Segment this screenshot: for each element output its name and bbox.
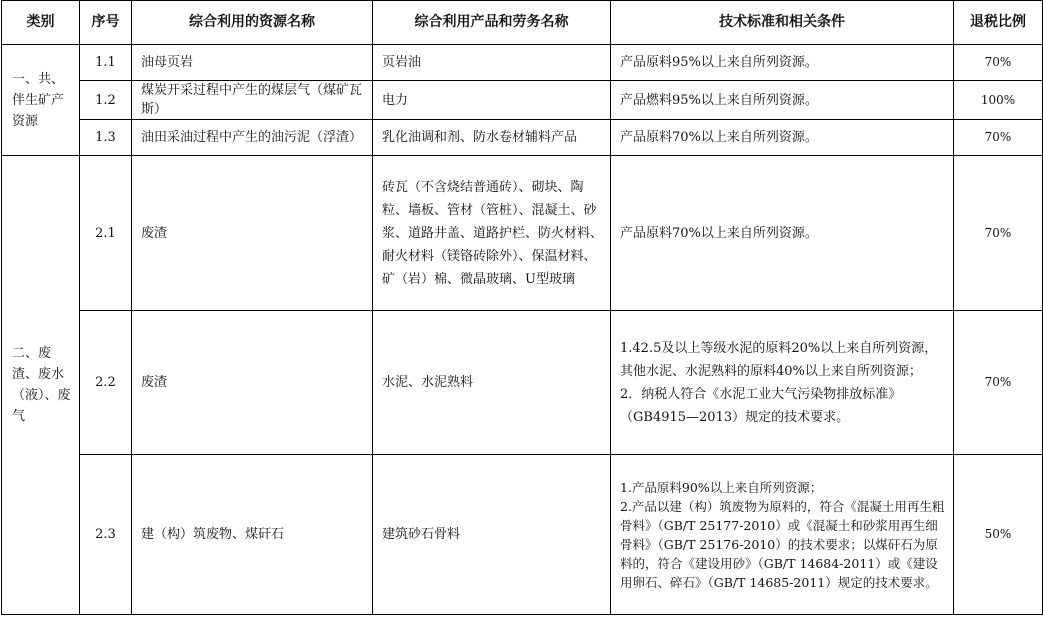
- standard-cell: 产品燃料95%以上来自所列资源。: [611, 81, 954, 120]
- standard-cell: 产品原料70%以上来自所列资源。: [611, 156, 954, 311]
- category-cell: 一、共、伴生矿产资源: [2, 45, 80, 156]
- product-cell: 建筑砂石骨料: [373, 455, 611, 615]
- table-row: [2, 455, 1043, 615]
- row-number: 2.1: [80, 156, 132, 311]
- product-cell: 水泥、水泥熟料: [373, 311, 611, 455]
- product-cell: 乳化油调和剂、防水卷材辅料产品: [373, 120, 611, 156]
- table-row: [2, 45, 1043, 81]
- table-row: [2, 120, 1043, 156]
- product-cell: 页岩油: [373, 45, 611, 81]
- table-row: [2, 311, 1043, 455]
- rate-cell: 100%: [954, 81, 1043, 120]
- standard-cell: 1.42.5及以上等级水泥的原料20%以上来自所列资源，其他水泥、水泥熟料的原料40%以上来自所列资源； 2．纳税人符合《水泥工业大气污染物排放标准》（GB4915—2013）规定的技术要求。: [611, 311, 954, 455]
- rate-cell: 70%: [954, 311, 1043, 455]
- row-number: 1.1: [80, 45, 132, 81]
- rate-cell: 50%: [954, 455, 1043, 615]
- header-number: 序号: [80, 1, 132, 45]
- header-category: 类别: [2, 1, 80, 45]
- rate-cell: 70%: [954, 45, 1043, 81]
- row-number: 1.3: [80, 120, 132, 156]
- header-resource: 综合利用的资源名称: [132, 1, 373, 45]
- product-cell: 电力: [373, 81, 611, 120]
- header-rate: 退税比例: [954, 1, 1043, 45]
- category-cell: 二、废渣、废水（液）、废气: [2, 156, 80, 615]
- resource-cell: 油田采油过程中产生的油污泥（浮渣）: [132, 120, 373, 156]
- resource-cell: 油母页岩: [132, 45, 373, 81]
- product-cell: 砖瓦（不含烧结普通砖）、砌块、陶粒、墙板、管材（管桩）、混凝土、砂浆、道路井盖、道路护栏、防火材料、耐火材料（镁铬砖除外）、保温材料、矿（岩）棉、微晶玻璃、U型玻璃: [373, 156, 611, 311]
- resource-cell: 废渣: [132, 156, 373, 311]
- table-row: [2, 81, 1043, 120]
- standard-cell: 产品原料95%以上来自所列资源。: [611, 45, 954, 81]
- row-number: 2.3: [80, 455, 132, 615]
- resource-cell: 煤炭开采过程中产生的煤层气（煤矿瓦斯）: [132, 81, 373, 120]
- resource-cell: 废渣: [132, 311, 373, 455]
- tax-rebate-table: [1, 0, 1043, 615]
- standard-cell: 产品原料70%以上来自所列资源。: [611, 120, 954, 156]
- rate-cell: 70%: [954, 120, 1043, 156]
- row-number: 1.2: [80, 81, 132, 120]
- row-number: 2.2: [80, 311, 132, 455]
- standard-cell: 1.产品原料90%以上来自所列资源； 2.产品以建（构）筑废物为原料的，符合《混凝土用再生粗骨料》（GB/T 25177-2010）或《混凝土和砂浆用再生细骨料》（GB/T 25176-2010）的技术要求；以煤矸石为原料的，符合《建设用砂》（GB/T 14684-2011）或《建设用卵石、碎石》（GB/T 14685-2011）规定的技术要求。: [611, 455, 954, 615]
- header-row: [2, 1, 1043, 45]
- table-row: [2, 156, 1043, 311]
- header-standard: 技术标准和相关条件: [611, 1, 954, 45]
- header-product: 综合利用产品和劳务名称: [373, 1, 611, 45]
- rate-cell: 70%: [954, 156, 1043, 311]
- resource-cell: 建（构）筑废物、煤矸石: [132, 455, 373, 615]
